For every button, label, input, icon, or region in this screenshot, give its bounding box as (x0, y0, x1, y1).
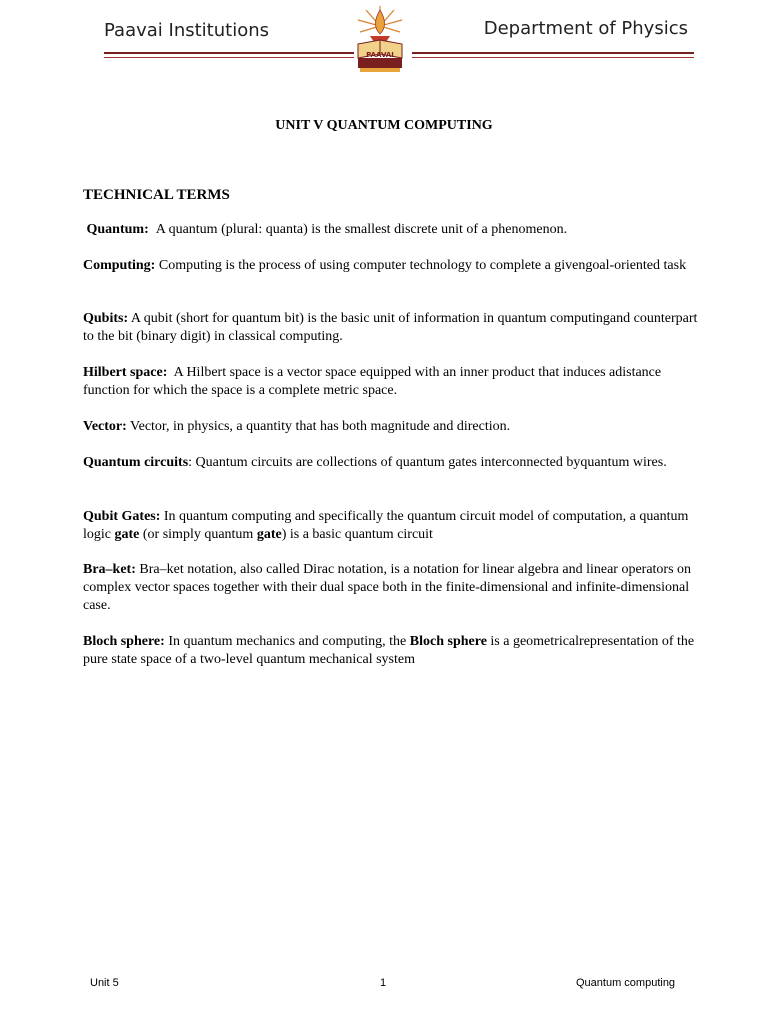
paavai-logo-icon (352, 2, 408, 76)
header-rule-left-thin (104, 57, 354, 58)
unit-title: UNIT V QUANTUM COMPUTING (275, 118, 493, 133)
term-label: Bloch sphere: (83, 634, 165, 649)
term-definition: In quantum mechanics and computing, the (168, 634, 407, 649)
term-definition: Vector, in physics, a quantity that has both magnitude and direction. (130, 419, 511, 434)
term-label: Qubits: (83, 311, 129, 326)
term-label: Quantum circuits (83, 455, 189, 470)
term-emphasis: gate (114, 527, 140, 542)
term-definition-end: ) is a basic quantum circuit (281, 527, 433, 542)
term-label: Hilbert space: (83, 365, 168, 380)
header-rule-right (412, 52, 694, 54)
term-quantum (83, 221, 708, 239)
term-hilbert-space (83, 364, 708, 400)
institution-name: Paavai Institutions (104, 20, 269, 41)
header-rule-left (104, 52, 354, 54)
term-computing (83, 257, 708, 275)
department-name: Department of Physics (483, 18, 688, 39)
term-definition: A qubit (short for quantum bit) is the basic unit of information in quantum computingand counterpart to the bit (binary digit) in classical computing. (83, 311, 698, 344)
footer-unit: Unit 5 (90, 977, 119, 989)
term-definition: Bra–ket notation, also called Dirac notation, is a notation for linear algebra and linear operators on complex vector spaces together with their dual space both in the finite-dimensional and infinite-dimensional case. (83, 562, 692, 613)
term-label: Bra–ket: (83, 562, 136, 577)
term-definition: In quantum computing and specifically the quantum circuit model of computation, a quantum logic (83, 509, 689, 542)
section-title: TECHNICAL TERMS (83, 187, 230, 203)
term-label: Quantum: (86, 222, 149, 237)
logo-text: PAAVAI (366, 51, 394, 59)
term-quantum-circuits (83, 454, 708, 472)
term-definition: A quantum (plural: quanta) is the smallest discrete unit of a phenomenon. (155, 222, 568, 237)
footer-topic: Quantum computing (576, 977, 676, 989)
term-vector (83, 418, 708, 436)
term-label: Computing: (83, 258, 156, 273)
term-emphasis: Bloch sphere (409, 634, 487, 649)
header-rule-right-thin (412, 57, 694, 58)
term-definition-cont: is a geometricalrepresentation of the pure state space of a two-level quantum mechanical system (83, 634, 695, 667)
term-emphasis: gate (256, 527, 282, 542)
term-label: Vector: (83, 419, 127, 434)
term-qubits (83, 310, 708, 346)
term-bloch-sphere (83, 633, 708, 669)
term-definition: : Quantum circuits are collections of quantum gates interconnected byquantum wires. (188, 455, 667, 470)
footer-page-number: 1 (380, 977, 387, 989)
term-qubit-gates (83, 508, 708, 544)
term-definition-cont: (or simply quantum (142, 527, 254, 542)
term-bra-ket (83, 561, 708, 615)
term-label: Qubit Gates: (83, 509, 161, 524)
term-definition: Computing is the process of using computer technology to complete a givengoal-oriented task (158, 258, 687, 273)
term-definition: A Hilbert space is a vector space equipped with an inner product that induces adistance function for which the space is a complete metric space. (83, 365, 662, 398)
